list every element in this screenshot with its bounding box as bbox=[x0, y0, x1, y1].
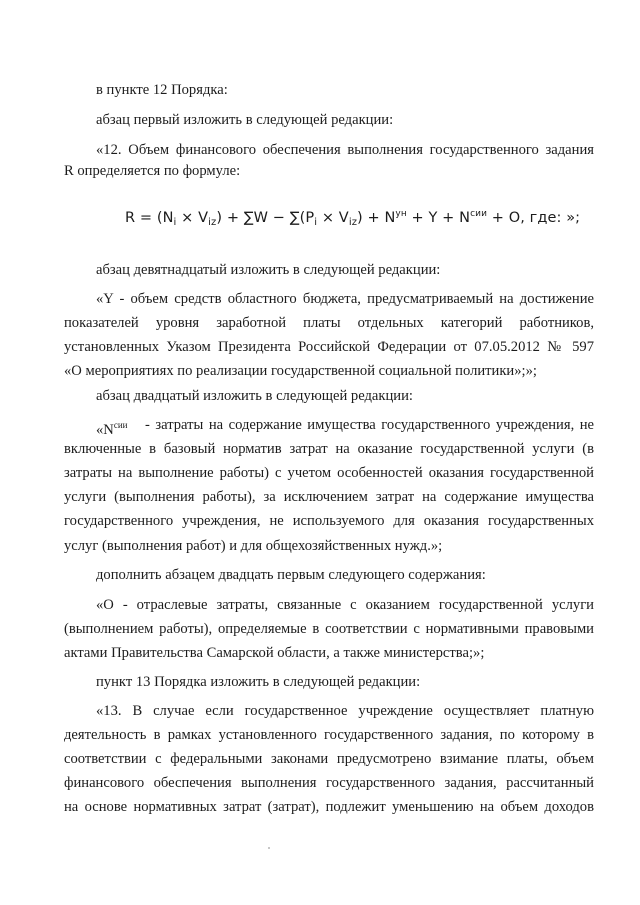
paragraph-line: «Y - объем средств областного бюджета, предусматриваемый на достижение bbox=[96, 291, 594, 307]
paragraph-line: дополнить абзацем двадцать первым следующего содержания: bbox=[96, 567, 486, 583]
paragraph-line: абзац первый изложить в следующей редакции: bbox=[96, 112, 394, 128]
paragraph-line: затраты на выполнение работы) с учетом особенностей оказания государственной bbox=[64, 465, 594, 481]
paragraph-line: показателей уровня заработной платы отдельных категорий работников, bbox=[64, 315, 594, 331]
paragraph-line: актами Правительства Самарской области, а также министерства;»; bbox=[64, 645, 485, 661]
paragraph-line: на основе нормативных затрат (затрат), подлежит уменьшению на объем доходов bbox=[64, 799, 594, 815]
paragraph-line: «13. В случае если государственное учреждение осуществляет платную bbox=[96, 703, 594, 719]
paragraph-line: «12. Объем финансового обеспечения выполнения государственного задания bbox=[96, 142, 594, 158]
paragraph-line: в пункте 12 Порядка: bbox=[96, 82, 228, 98]
paragraph-line: установленных Указом Президента Российской Федерации от 07.05.2012 № 597 bbox=[64, 339, 594, 355]
paragraph-line: соответствии с федеральными законами предусмотрено взимание платы, объем bbox=[64, 751, 594, 767]
formula: $R = (N_i \times V_{iz}) + \sum W - \sum(P_i \times V_{iz}) + N^{ун} + Y + N^{сии} + O$, где: »; bbox=[125, 209, 581, 228]
paragraph-line: - затраты на содержание имущества государственного учреждения, не bbox=[145, 417, 594, 433]
paragraph-line: «О мероприятиях по реализации государственной социальной политики»;»; bbox=[64, 363, 537, 379]
paragraph-line: услуги (выполнения работы), за исключением затрат на содержание имущества bbox=[64, 489, 594, 505]
paragraph-line: «$N^{сии}$ bbox=[96, 420, 128, 438]
paragraph-line: R определяется по формуле: bbox=[64, 163, 241, 179]
paragraph-line: государственного учреждения, не используемого для оказания государственных bbox=[64, 513, 594, 529]
paragraph-line: пункт 13 Порядка изложить в следующей редакции: bbox=[96, 674, 421, 690]
paragraph-line: услуг (выполнения работ) и для общехозяйственных нужд.»; bbox=[64, 538, 443, 554]
paragraph-line: (выполнением работы), определяемые в соответствии с нормативными правовыми bbox=[64, 621, 594, 637]
paragraph-line: включенные в базовый норматив затрат на оказание государственной услуги (в bbox=[64, 441, 594, 457]
paragraph-line: абзац двадцатый изложить в следующей редакции: bbox=[96, 388, 413, 404]
paragraph-line: «О - отраслевые затраты, связанные с оказанием государственной услуги bbox=[96, 597, 594, 613]
paragraph-line: финансового обеспечения выполнения государственного задания, рассчитанный bbox=[64, 775, 594, 791]
scan-speck bbox=[268, 847, 270, 849]
paragraph-line: абзац девятнадцатый изложить в следующей редакции: bbox=[96, 262, 441, 278]
paragraph-line: деятельность в рамках установленного государственного задания, по которому в bbox=[64, 727, 594, 743]
